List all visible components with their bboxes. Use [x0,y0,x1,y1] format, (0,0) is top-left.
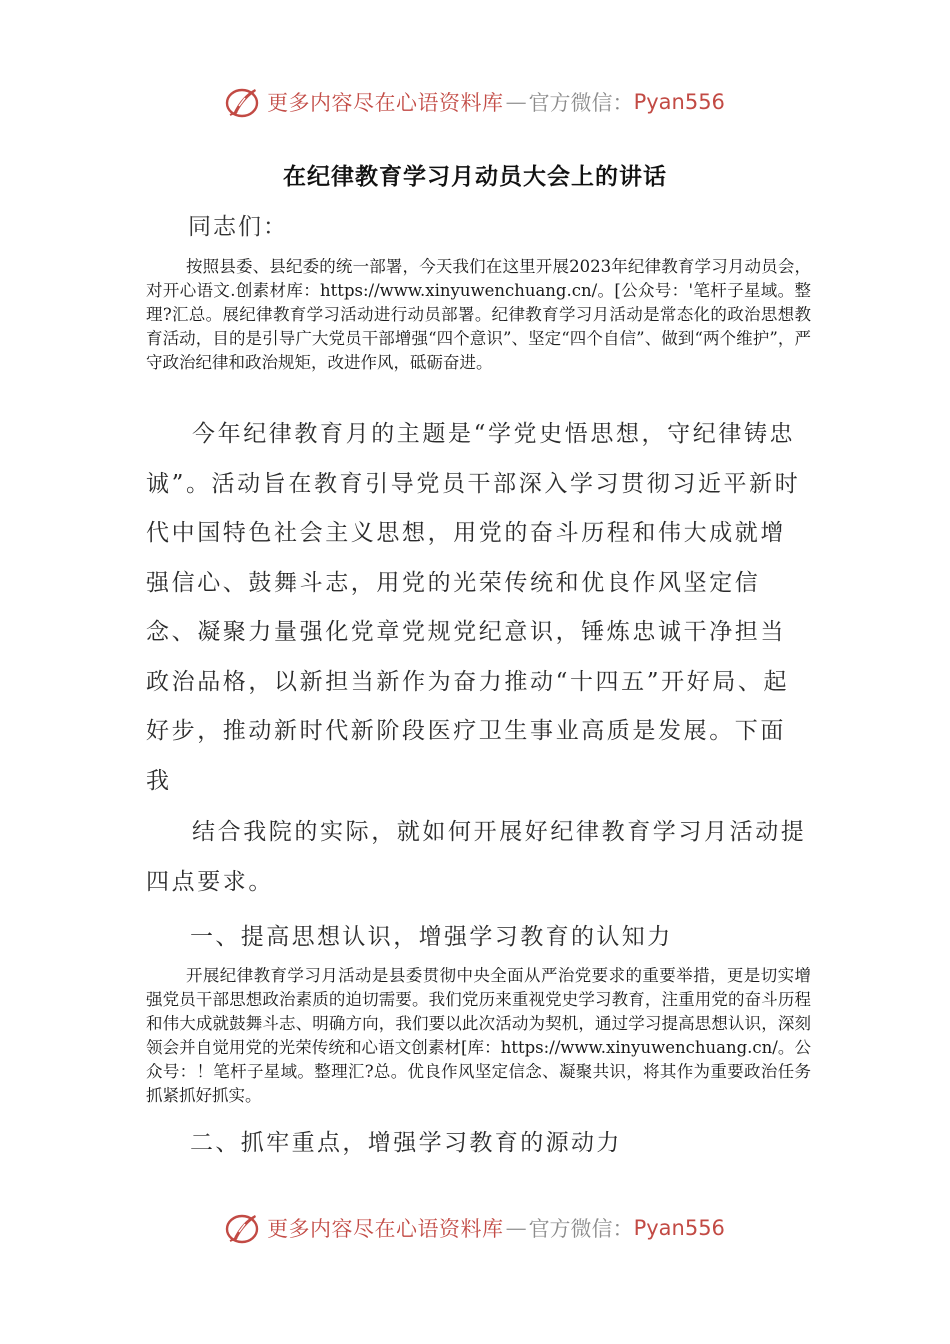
quill-pen-logo-icon [225,1210,261,1246]
banner-official-label: 官方微信： [528,1217,634,1241]
footer-banner [0,1208,950,1248]
banner-separator: — [505,1216,527,1240]
banner-wechat-id: Pyan556 [633,90,725,114]
paragraph-intro: 按照县委、县纪委的统一部署，今天我们在这里开展2023年纪律教育学习月动员会，对开心语文.创素材库：https://www.xinyuwenchuang.cn/。[公众号：'笔杆子星域。整理?汇总。展纪律教育学习活动进行动员部署。纪律教育学习月活动是常态化的政治思想教育活动，目的是引导广大党员干部增强“四个意识”、坚定“四个自信”、做到“两个维护”，严守政治纪律和政治规矩，改进作风，砥砺奋进。 [146,257,811,372]
section-heading-2: 二、抓牢重点，增强学习教育的源动力 [190,1130,622,1156]
banner-separator: — [505,90,527,114]
section-heading-1: 一、提高思想认识，增强学习教育的认知力 [190,924,673,950]
banner-text: 更多内容尽在心语资料库 [267,1217,504,1241]
paragraph-requirements: 结合我院的实际，就如何开展好纪律教育学习月活动提四点要求。 [146,819,807,895]
banner-text: 更多内容尽在心语资料库 [267,91,504,115]
document-title: 在纪律教育学习月动员大会上的讲话 [283,164,667,190]
quill-pen-logo-icon [225,84,261,120]
paragraph-theme: 今年纪律教育月的主题是“学党史悟思想，守纪律铸忠诚”。活动旨在教育引导党员干部深入学习贯彻习近平新时代中国特色社会主义思想，用党的奋斗历程和伟大成就增强信心、鼓舞斗志，用党的光荣传统和优良作风坚定信念、凝聚力量强化党章党规党纪意识，锤炼忠诚干净担当政治品格，以新担当新作为奋力推动“十四五”开好局、起好步，推动新时代新阶段医疗卫生事业高质是发展。下面我 [146,421,801,794]
banner-wechat-id: Pyan556 [633,1216,725,1240]
paragraph-section-1: 开展纪律教育学习月活动是县委贯彻中央全面从严治党要求的重要举措，更是切实增强党员干部思想政治素质的迫切需要。我们党历来重视党史学习教育，注重用党的奋斗历程和伟大成就鼓舞斗志、明确方向，我们要以此次活动为契机，通过学习提高思想认识，深刻领会并自觉用党的光荣传统和心语文创素材[库：https://www.xinyuwenchuang.cn/。公众号：！笔杆子星域。整理汇?总。优良作风坚定信念、凝聚共识，将其作为重要政治任务抓紧抓好抓实。 [146,966,811,1105]
banner-official-label: 官方微信： [528,91,634,115]
header-banner [0,82,950,122]
greeting: 同志们： [188,214,288,240]
